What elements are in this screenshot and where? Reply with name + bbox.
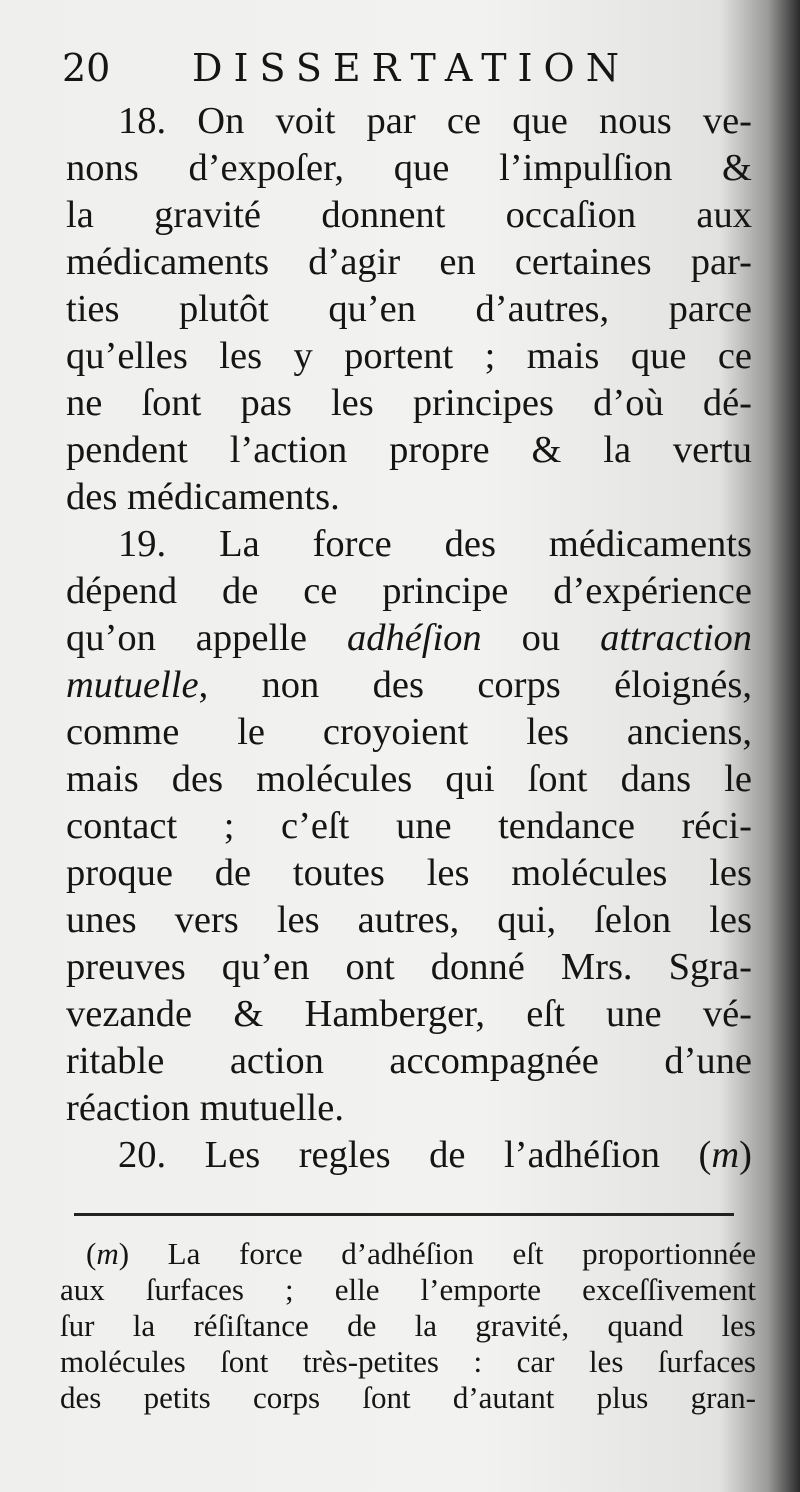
page-number: 20 — [62, 46, 111, 90]
text-line: 19. La force des médicaments — [118, 523, 752, 565]
text-line: médicaments d’agir en certaines par- — [66, 241, 752, 283]
text-line: preuves qu’en ont donné Mrs. Sgra- — [66, 946, 752, 988]
footnote — [60, 1236, 756, 1416]
running-head: DISSERTATION — [192, 46, 630, 90]
text-line: ritable action accompagnée d’une — [66, 1040, 752, 1082]
text-line: réaction mutuelle. — [66, 1087, 344, 1129]
text-line: vezande & Hamberger, eſt une vé- — [66, 993, 752, 1035]
text-line: 18. On voit par ce que nous ve- — [118, 100, 752, 142]
footnote-divider — [74, 1213, 734, 1216]
text-line: pendent l’action propre & la vertu — [66, 429, 752, 471]
text-line: qu’elles les y portent ; mais que ce — [66, 335, 752, 377]
text-line: dépend de ce principe d’expérience — [66, 570, 752, 612]
text-line: comme le croyoient les anciens, — [66, 711, 752, 753]
page-header — [62, 46, 682, 90]
footnote-line: aux ſurfaces ; elle l’emporte exceſſivement — [60, 1272, 756, 1307]
text-line: 20. Les regles de l’adhéſion (m) — [118, 1134, 752, 1176]
footnote-line: (m) La force d’adhéſion eſt proportionnée — [86, 1236, 756, 1271]
text-line: la gravité donnent occaſion aux — [66, 194, 752, 236]
body-text — [66, 98, 752, 1179]
text-line: proque de toutes les molécules les — [66, 852, 752, 894]
footnote-line: des petits corps ſont d’autant plus gran- — [60, 1380, 756, 1415]
text-line: ties plutôt qu’en d’autres, parce — [66, 288, 752, 330]
text-line: qu’on appelle adhéſion ou attraction — [66, 617, 753, 659]
text-line: ne ſont pas les principes d’où dé- — [66, 382, 752, 424]
text-line: mais des molécules qui ſont dans le — [66, 758, 752, 800]
text-line: des médicaments. — [66, 476, 340, 518]
text-line: unes vers les autres, qui, ſelon les — [66, 899, 752, 941]
footnote-line: molécules ſont très-petites : car les ſurfaces — [60, 1344, 756, 1379]
text-line: contact ; c’eſt une tendance réci- — [66, 805, 752, 847]
text-line: nons d’expoſer, que l’impulſion & — [66, 147, 752, 189]
footnote-line: ſur la réſiſtance de la gravité, quand les — [60, 1308, 756, 1343]
text-line: mutuelle, non des corps éloignés, — [66, 664, 752, 706]
